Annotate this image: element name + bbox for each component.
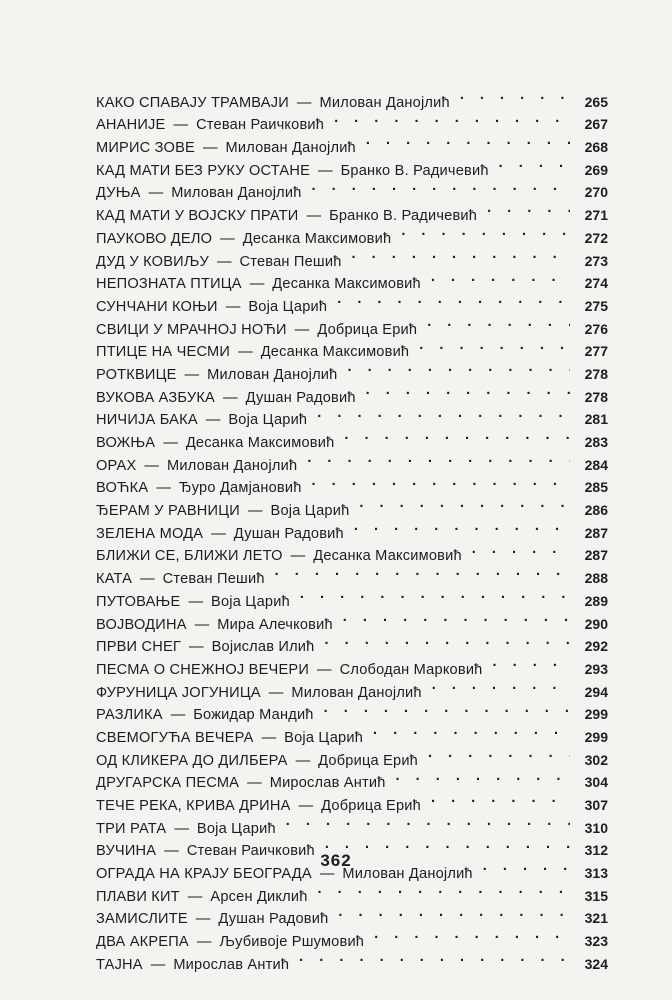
dot-leader bbox=[295, 946, 570, 969]
poem-author: Воја Царић bbox=[211, 593, 290, 610]
poem-author: Десанка Максимовић bbox=[272, 276, 421, 293]
poem-title: НИЧИЈА БАКА bbox=[96, 412, 198, 429]
poem-title: ТАЈНА bbox=[96, 956, 143, 973]
poem-title: ЗЕЛЕНА МОДА bbox=[96, 525, 204, 542]
poem-author: Десанка Максимовић bbox=[185, 435, 335, 451]
poem-title: МИРИС ЗОВЕ bbox=[96, 140, 195, 157]
dot-leader bbox=[333, 288, 570, 311]
em-dash-separator: — bbox=[249, 276, 265, 293]
em-dash-separator: — bbox=[174, 820, 189, 837]
poem-author: Слободан Марковић bbox=[339, 661, 483, 678]
dot-leader bbox=[355, 492, 570, 515]
em-dash-separator: — bbox=[225, 298, 241, 315]
dot-leader bbox=[348, 243, 570, 266]
poem-title: КАКО СПАВАЈУ ТРАМВАЈИ bbox=[96, 94, 289, 111]
em-dash-separator: — bbox=[247, 503, 263, 520]
em-dash-separator: — bbox=[163, 435, 178, 451]
dot-leader bbox=[362, 129, 570, 152]
poem-author: Душан Радовић bbox=[218, 911, 329, 928]
poem-page-number: 287 bbox=[584, 524, 608, 541]
poem-title: ОРАХ bbox=[96, 457, 137, 474]
dot-leader bbox=[427, 266, 570, 289]
dot-leader bbox=[369, 719, 570, 742]
em-dash-separator: — bbox=[319, 866, 335, 883]
poem-title: ТЕЧЕ РЕКА, КРИВА ДРИНА bbox=[96, 798, 291, 814]
poem-page-number: 307 bbox=[584, 797, 608, 813]
em-dash-separator: — bbox=[317, 661, 332, 678]
poem-author: Арсен Диклић bbox=[210, 888, 308, 905]
em-dash-separator: — bbox=[173, 117, 189, 134]
poem-author: Милован Данојлић bbox=[319, 94, 450, 111]
em-dash-separator: — bbox=[187, 888, 203, 905]
poem-title: ПЕСМА О СНЕЖНОЈ ВЕЧЕРИ bbox=[96, 661, 310, 678]
poem-title: ДВА АКРЕПА bbox=[96, 934, 189, 951]
poem-page-number: 272 bbox=[584, 229, 608, 246]
em-dash-separator: — bbox=[306, 208, 322, 225]
poem-page-number: 288 bbox=[584, 570, 608, 587]
poem-author: Бранко В. Радичевић bbox=[329, 208, 478, 225]
dot-leader bbox=[362, 379, 570, 402]
dot-leader bbox=[339, 606, 570, 629]
poem-title: КАД МАТИ БЕЗ РУКУ ОСТАНЕ bbox=[96, 162, 311, 179]
poem-author: Добрица Ерић bbox=[318, 752, 418, 769]
table-of-contents bbox=[96, 84, 608, 973]
dot-leader bbox=[330, 107, 570, 130]
em-dash-separator: — bbox=[298, 798, 314, 814]
poem-page-number: 286 bbox=[584, 502, 608, 519]
poem-page-number: 304 bbox=[584, 774, 608, 791]
poem-author: Милован Данојлић bbox=[342, 866, 473, 883]
poem-author: Стеван Пешић bbox=[162, 571, 265, 588]
em-dash-separator: — bbox=[144, 457, 159, 474]
poem-title: НЕПОЗНАТА ПТИЦА bbox=[96, 276, 242, 293]
poem-page-number: 313 bbox=[584, 865, 608, 882]
poem-title: ЗАМИСЛИТЕ bbox=[96, 911, 188, 928]
dot-leader bbox=[334, 901, 570, 924]
em-dash-separator: — bbox=[170, 707, 186, 724]
em-dash-separator: — bbox=[189, 639, 204, 656]
poem-author: Мира Алечковић bbox=[217, 616, 333, 633]
dot-leader bbox=[424, 742, 570, 765]
em-dash-separator: — bbox=[294, 321, 310, 338]
dot-leader bbox=[495, 152, 570, 175]
poem-author: Добрица Ерић bbox=[321, 798, 421, 814]
poem-author: Добрица Ерић bbox=[317, 321, 418, 338]
poem-page-number: 283 bbox=[584, 434, 608, 450]
poem-author: Душан Радовић bbox=[233, 525, 344, 542]
poem-title: ВОЖЊА bbox=[96, 435, 156, 451]
poem-author: Бранко В. Радичевић bbox=[340, 162, 489, 179]
poem-title: КАТА bbox=[96, 571, 133, 588]
em-dash-separator: — bbox=[184, 366, 200, 383]
dot-leader bbox=[350, 515, 570, 538]
toc-entry bbox=[96, 84, 608, 111]
poem-author: Воја Царић bbox=[196, 820, 276, 837]
poem-author: Воја Царић bbox=[270, 503, 350, 520]
em-dash-separator: — bbox=[261, 729, 277, 746]
em-dash-separator: — bbox=[188, 593, 204, 610]
dot-leader bbox=[271, 560, 570, 583]
poem-title: ВОЋКА bbox=[96, 480, 149, 497]
poem-title: ФУРУНИЦА ЈОГУНИЦА bbox=[96, 684, 261, 701]
poem-page-number: 299 bbox=[584, 706, 608, 723]
poem-title: ДРУГАРСКА ПЕСМА bbox=[96, 775, 240, 792]
em-dash-separator: — bbox=[222, 389, 238, 406]
poem-author: Божидар Мандић bbox=[193, 707, 314, 724]
poem-page-number: 287 bbox=[584, 547, 608, 564]
poem-title: ДУД У КОВИЉУ bbox=[96, 253, 209, 270]
page-number: 362 bbox=[320, 851, 352, 870]
poem-title: ОГРАДА НА КРАЈУ БЕОГРАДА bbox=[96, 866, 312, 883]
poem-title: ПУТОВАЊЕ bbox=[96, 593, 181, 610]
em-dash-separator: — bbox=[195, 911, 211, 928]
dot-leader bbox=[456, 84, 570, 107]
poem-author: Милован Данојлић bbox=[166, 457, 298, 474]
poem-author: Воја Царић bbox=[284, 729, 364, 746]
poem-page-number: 271 bbox=[584, 207, 608, 224]
poem-page-number: 277 bbox=[584, 343, 608, 360]
poem-author: Мирослав Антић bbox=[173, 956, 290, 973]
poem-page-number: 275 bbox=[584, 297, 608, 314]
poem-title: ПЛАВИ КИТ bbox=[96, 888, 180, 905]
em-dash-separator: — bbox=[211, 525, 226, 542]
dot-leader bbox=[296, 583, 570, 606]
poem-title: ТРИ РАТА bbox=[96, 820, 167, 837]
dot-leader bbox=[320, 629, 570, 652]
poem-author: Милован Данојлић bbox=[171, 185, 302, 202]
em-dash-separator: — bbox=[268, 684, 284, 701]
poem-page-number: 321 bbox=[584, 910, 608, 927]
poem-title: СВЕМОГУЋА ВЕЧЕРА bbox=[96, 729, 254, 746]
poem-author: Милован Данојлић bbox=[291, 684, 422, 701]
poem-page-number: 285 bbox=[584, 479, 608, 496]
dot-leader bbox=[392, 765, 570, 788]
poem-title: ДУЊА bbox=[96, 185, 141, 202]
em-dash-separator: — bbox=[247, 775, 262, 792]
poem-author: Десанка Максимовић bbox=[313, 548, 462, 565]
dot-leader bbox=[308, 470, 570, 493]
poem-author: Стеван Пешић bbox=[239, 253, 342, 270]
dot-leader bbox=[303, 447, 570, 470]
poem-title: БЛИЖИ СЕ, БЛИЖИ ЛЕТО bbox=[96, 548, 283, 565]
dot-leader bbox=[423, 311, 570, 334]
em-dash-separator: — bbox=[164, 843, 179, 860]
em-dash-separator: — bbox=[202, 140, 218, 157]
em-dash-separator: — bbox=[156, 480, 171, 497]
dot-leader bbox=[427, 787, 570, 810]
poem-page-number: 278 bbox=[584, 388, 608, 405]
poem-title: РАЗЛИКА bbox=[96, 707, 163, 724]
poem-author: Милован Данојлић bbox=[225, 140, 356, 157]
em-dash-separator: — bbox=[295, 752, 311, 769]
poem-page-number: 267 bbox=[584, 116, 608, 133]
dot-leader bbox=[308, 175, 570, 198]
poem-page-number: 323 bbox=[584, 933, 608, 950]
poem-page-number: 273 bbox=[584, 252, 608, 269]
poem-author: Воја Царић bbox=[248, 298, 328, 315]
poem-author: Воја Царић bbox=[228, 412, 308, 429]
em-dash-separator: — bbox=[194, 616, 210, 633]
poem-author: Ђуро Дамјановић bbox=[178, 480, 302, 497]
em-dash-separator: — bbox=[290, 548, 306, 565]
dot-leader bbox=[313, 402, 570, 425]
poem-title: ЂЕРАМ У РАВНИЦИ bbox=[96, 503, 240, 520]
em-dash-separator: — bbox=[238, 344, 253, 361]
dot-leader bbox=[370, 923, 570, 946]
dot-leader bbox=[340, 424, 570, 447]
poem-author: Душан Радовић bbox=[245, 389, 356, 406]
dot-leader bbox=[343, 356, 570, 379]
poem-page-number: 281 bbox=[584, 411, 608, 428]
poem-page-number: 289 bbox=[584, 592, 608, 609]
dot-leader bbox=[282, 810, 570, 833]
poem-title: РОТКВИЦЕ bbox=[96, 366, 177, 383]
poem-page-number: 274 bbox=[584, 275, 608, 292]
poem-page-number: 299 bbox=[584, 728, 608, 745]
poem-title: ПАУКОВО ДЕЛО bbox=[96, 230, 213, 247]
em-dash-separator: — bbox=[196, 934, 212, 951]
poem-author: Војислав Илић bbox=[211, 639, 315, 656]
dot-leader bbox=[397, 220, 570, 243]
poem-page-number: 294 bbox=[584, 683, 608, 700]
poem-author: Мирослав Антић bbox=[269, 775, 386, 792]
poem-title: КАД МАТИ У ВОЈСКУ ПРАТИ bbox=[96, 208, 299, 225]
poem-page-number: 265 bbox=[584, 93, 608, 110]
poem-page-number: 278 bbox=[584, 365, 608, 382]
poem-title: АНАНИЈЕ bbox=[96, 117, 166, 134]
poem-page-number: 302 bbox=[584, 751, 608, 768]
poem-author: Љубивоје Ршумовић bbox=[219, 934, 365, 951]
dot-leader bbox=[314, 878, 570, 901]
poem-page-number: 290 bbox=[584, 615, 608, 632]
poem-page-number: 269 bbox=[584, 161, 608, 178]
poem-page-number: 270 bbox=[584, 184, 608, 201]
poem-author: Стеван Раичковић bbox=[186, 843, 315, 860]
poem-title: СВИЦИ У МРАЧНОЈ НОЋИ bbox=[96, 321, 287, 338]
poem-author: Милован Данојлић bbox=[207, 366, 338, 383]
poem-page-number: 312 bbox=[584, 842, 608, 859]
em-dash-separator: — bbox=[205, 412, 221, 429]
em-dash-separator: — bbox=[318, 162, 333, 179]
poem-page-number: 293 bbox=[584, 660, 608, 677]
dot-leader bbox=[320, 697, 570, 720]
poem-page-number: 310 bbox=[584, 819, 608, 836]
dot-leader bbox=[468, 538, 570, 561]
em-dash-separator: — bbox=[296, 94, 312, 111]
poem-page-number: 315 bbox=[584, 887, 608, 904]
em-dash-separator: — bbox=[140, 571, 155, 588]
em-dash-separator: — bbox=[150, 956, 166, 973]
poem-author: Десанка Максимовић bbox=[260, 344, 410, 361]
poem-page-number: 324 bbox=[584, 955, 608, 972]
poem-page-number: 268 bbox=[584, 139, 608, 156]
em-dash-separator: — bbox=[220, 230, 235, 247]
dot-leader bbox=[415, 334, 570, 357]
poem-author: Десанка Максимовић bbox=[242, 230, 392, 247]
poem-page-number: 292 bbox=[584, 638, 608, 655]
dot-leader bbox=[483, 197, 570, 220]
poem-title: СУНЧАНИ КОЊИ bbox=[96, 298, 218, 315]
poem-author: Стеван Раичковић bbox=[196, 117, 325, 134]
dot-leader bbox=[489, 651, 571, 674]
poem-title: ПТИЦЕ НА ЧЕСМИ bbox=[96, 344, 231, 361]
poem-title: ПРВИ СНЕГ bbox=[96, 639, 182, 656]
dot-leader bbox=[428, 674, 570, 697]
poem-page-number: 276 bbox=[584, 320, 608, 337]
em-dash-separator: — bbox=[216, 253, 232, 270]
poem-title: ВОЈВОДИНА bbox=[96, 616, 187, 633]
poem-title: ОД КЛИКЕРА ДО ДИЛБЕРА bbox=[96, 752, 288, 769]
poem-title: ВУЧИНА bbox=[96, 843, 157, 860]
poem-page-number: 284 bbox=[584, 456, 608, 473]
em-dash-separator: — bbox=[148, 185, 164, 202]
poem-title: ВУКОВА АЗБУКА bbox=[96, 389, 215, 406]
